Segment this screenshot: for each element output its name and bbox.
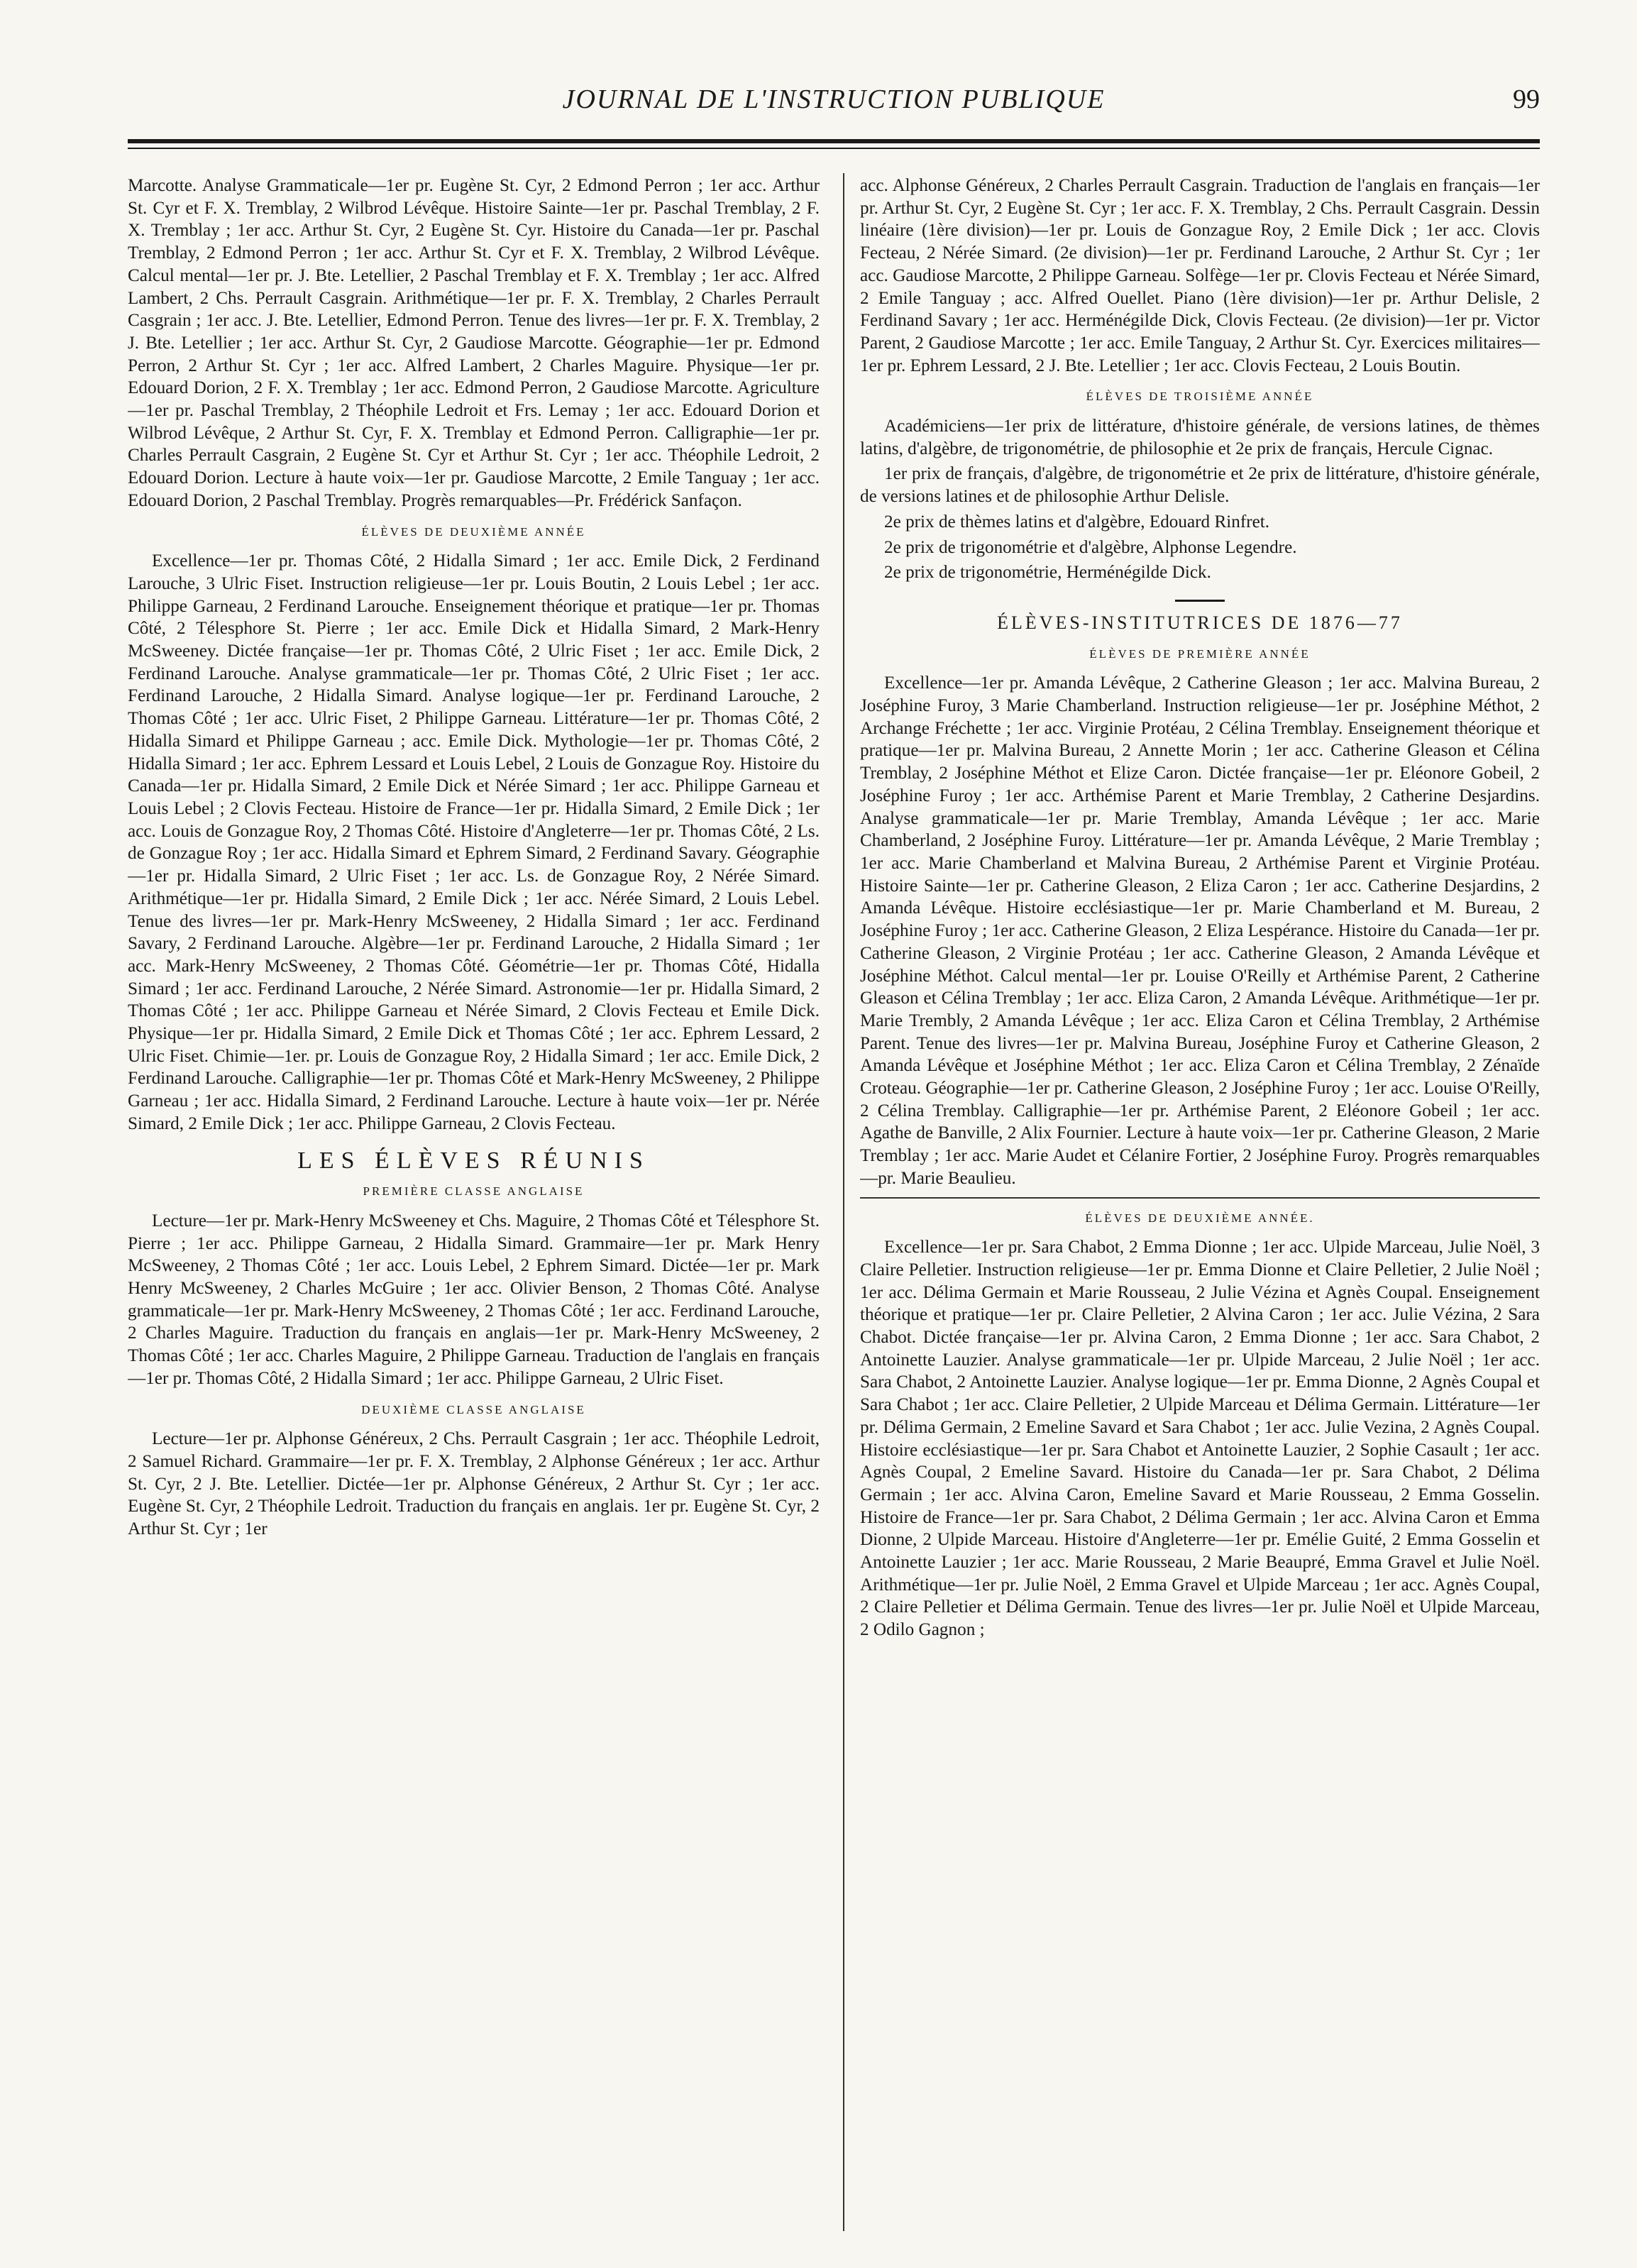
- paragraph: Lecture—1er pr. Mark-Henry McSweeney et Chs. Maguire, 2 Thomas Côté et Télesphore St. Pierre ; 1er acc. Philippe Garneau, 2 Hidalla Simard. Grammaire—1er pr. Mark Henry McSweeney, 2 Thomas Côté ; 1er acc. Louis Lebel, 2 Ephrem Simard. Dictée—1er pr. Mark Henry McSweeney, 2 Charles McGuire ; 1er acc. Olivier Benson, 2 Thomas Côté. Analyse grammaticale—1er pr. Mark-Henry McSweeney, 2 Thomas Côté ; 1er acc. Ferdinand Larouche, 2 Charles Maguire. Traduction du français en anglais—1er pr. Mark-Henry McSweeney, 2 Thomas Côté ; 1er acc. Charles Maguire, 2 Philippe Garneau. Traduction de l'anglais en français—1er pr. Thomas Côté, 2 Hidalla Simard ; 1er acc. Philippe Garneau, 2 Ulric Fiset.: [128, 1211, 820, 1388]
- section-divider: [860, 1197, 1540, 1199]
- paragraph: acc. Alphonse Généreux, 2 Charles Perrault Casgrain. Traduction de l'anglais en français—1er pr. Arthur St. Cyr, 2 Eugène St. Cyr ; 1er acc. F. X. Tremblay, 2 Chs. Perrault Casgrain. Dessin linéaire (1ère division)—1er pr. Louis de Gonzague Roy, 2 Emile Dick ; 1er acc. Clovis Fecteau, 2 Nérée Simard. (2e division)—1er pr. Ferdinand Larouche, 2 Arthur St. Cyr ; 1er acc. Gaudiose Marcotte, 2 Philippe Garneau. Solfège—1er pr. Clovis Fecteau et Nérée Simard, 2 Emile Tanguay ; acc. Alfred Ouellet. Piano (1ère division)—1er pr. Arthur Delisle, 2 Ferdinand Savary ; 1er acc. Herménégilde Dick, Clovis Fecteau. (2e division)—1er pr. Victor Parent, 2 Gaudiose Marcotte ; 1er acc. Emile Tanguay, 2 Arthur St. Cyr. Exercices militaires—1er pr. Ephrem Lessard, 2 J. Bte. Letellier ; 1er acc. Clovis Fecteau, 2 Louis Boutin.: [860, 176, 1540, 375]
- paragraph: Marcotte. Analyse Grammaticale—1er pr. Eugène St. Cyr, 2 Edmond Perron ; 1er acc. Arthur St. Cyr et F. X. Tremblay, 2 Wilbrod Lévêque. Histoire Sainte—1er pr. Paschal Tremblay, 2 F. X. Tremblay ; 1er acc. Arthur St. Cyr, 2 Eugène St. Cyr. Histoire du Canada—1er pr. Paschal Tremblay, 2 Edmond Perron ; 1er acc. Arthur St. Cyr et F. X. Tremblay, 2 Wilbrod Lévêque. Calcul mental—1er pr. J. Bte. Letellier, 2 Paschal Tremblay et F. X. Tremblay ; 1er acc. Alfred Lambert, 2 Chs. Perrault Casgrain. Arithmétique—1er pr. F. X. Tremblay, 2 Charles Perrault Casgrain ; 1er acc. J. Bte. Letellier, Edmond Perron. Tenue des livres—1er pr. F. X. Tremblay, 2 J. Bte. Letellier ; 1er acc. Arthur St. Cyr, 2 Gaudiose Marcotte. Géographie—1er pr. Edmond Perron, 2 Arthur St. Cyr ; 1er acc. Alfred Lambert, 2 Charles Maguire. Physique—1er pr. Edouard Dorion, 2 F. X. Tremblay ; 1er acc. Edmond Perron, 2 Gaudiose Marcotte. Agriculture—1er pr. Paschal Tremblay, 2 Théophile Ledroit et Frs. Lemay ; 1er acc. Edouard Dorion et Wilbrod Lévêque, 2 Arthur St. Cyr, F. X. Tremblay et Edmond Perron. Calligraphie—1er pr. Charles Perrault Casgrain, 2 Eugène St. Cyr et Arthur St. Cyr ; 1er acc. Théophile Ledroit, 2 Edouard Dorion. Lecture à haute voix—1er pr. Gaudiose Marcotte, 2 Emile Tanguay ; 1er acc. Edouard Dorion, 2 Paschal Tremblay. Progrès remarquables—Pr. Frédérick Sanfaçon.: [128, 176, 820, 510]
- page-header: [128, 84, 1540, 126]
- section-heading: ÉLÈVES DE DEUXIÈME ANNÉE.: [1085, 1211, 1315, 1225]
- left-column: [128, 175, 820, 2247]
- paragraph: 2e prix de thèmes latins et d'algèbre, Edouard Rinfret.: [884, 512, 1270, 532]
- paragraph: Excellence—1er pr. Sara Chabot, 2 Emma Dionne ; 1er acc. Ulpide Marceau, Julie Noël, 3 Claire Pelletier. Instruction religieuse—1er pr. Emma Dionne et Claire Pelletier, 2 Julie Noël ; 1er acc. Délima Germain et Marie Rousseau, 2 Julie Vézina et Agnès Coupal. Enseignement théorique et pratique—1er pr. Claire Pelletier, 2 Alvina Caron ; 1er acc. Julie Vézina, 2 Sara Chabot. Dictée française—1er pr. Alvina Caron, 2 Emma Dionne ; 1er acc. Sara Chabot, 2 Antoinette Lauzier. Analyse grammaticale—1er pr. Ulpide Marceau, 2 Julie Noël ; 1er acc. Sara Chabot, 2 Antoinette Lauzier. Analyse logique—1er pr. Emma Dionne, 2 Agnès Coupal et Sara Chabot ; 1er acc. Claire Pelletier, 2 Ulpide Marceau et Délima Germain. Littérature—1er pr. Délima Germain, 2 Emeline Savard et Sara Chabot ; 1er acc. Julie Vezina, 2 Agnès Coupal. Histoire ecclésiastique—1er pr. Sara Chabot et Antoinette Lauzier, 2 Sophie Casault ; 1er acc. Agnès Coupal, 2 Emeline Savard. Histoire du Canada—1er pr. Sara Chabot, 2 Délima Germain ; 1er acc. Alvina Caron, Emeline Savard et Marie Rousseau, 2 Emma Gosselin. Histoire de France—1er pr. Sara Chabot, 2 Délima Germain ; 1er acc. Alvina Caron et Emma Dionne, 2 Ulpide Marceau. Histoire d'Angleterre—1er pr. Emélie Guité, 2 Emma Gosselin et Antoinette Lauzier ; 1er acc. Marie Rousseau, 2 Marie Beaupré, Emma Gravel et Julie Noël. Arithmétique—1er pr. Julie Noël, 2 Emma Gravel et Ulpide Marceau ; 1er acc. Agnès Coupal, 2 Claire Pelletier et Délima Germain. Tenue des livres—1er pr. Julie Noël et Ulpide Marceau, 2 Odilo Gagnon ;: [860, 1238, 1540, 1640]
- paragraph: Académiciens—1er prix de littérature, d'histoire générale, de versions latines, de thèmes latins, d'algèbre, de trigonométrie, de philosophie et 2e prix de français, Hercule Cignac.: [860, 417, 1540, 458]
- right-column: [860, 175, 1540, 2247]
- header-rule-thick: [128, 139, 1540, 143]
- section-divider: [1175, 600, 1225, 602]
- header-rule-thin: [128, 148, 1540, 149]
- major-section-heading: LES ÉLÈVES RÉUNIS: [297, 1147, 650, 1174]
- paragraph: 2e prix de trigonométrie et d'algèbre, Alphonse Legendre.: [884, 537, 1297, 557]
- column-divider: [843, 173, 844, 2231]
- section-heading: ÉLÈVES DE TROISIÈME ANNÉE: [1086, 390, 1314, 404]
- paragraph: Lecture—1er pr. Alphonse Généreux, 2 Chs. Perrault Casgrain ; 1er acc. Théophile Ledroit, 2 Samuel Richard. Grammaire—1er pr. F. X. Tremblay, 2 Alphonse Généreux ; 1er acc. Arthur St. Cyr, 2 J. Bte. Letellier. Dictée—1er pr. Alphonse Généreux, 2 Arthur St. Cyr ; 1er acc. Eugène St. Cyr, 2 Théophile Ledroit. Traduction du français en anglais. 1er pr. Eugène St. Cyr, 2 Arthur St. Cyr ; 1er: [128, 1429, 820, 1539]
- paragraph: Excellence—1er pr. Thomas Côté, 2 Hidalla Simard ; 1er acc. Emile Dick, 2 Ferdinand Larouche, 3 Ulric Fiset. Instruction religieuse—1er pr. Louis Boutin, 2 Louis Lebel ; 1er acc. Philippe Garneau, 2 Ferdinand Larouche. Enseignement théorique et pratique—1er pr. Thomas Côté, 2 Télesphore St. Pierre ; 1er acc. Emile Dick et Hidalla Simard, 2 Mark-Henry McSweeney. Dictée française—1er pr. Thomas Côté, 2 Ulric Fiset ; 1er acc. Emile Dick, 2 Ferdinand Larouche. Analyse grammaticale—1er pr. Thomas Côté, 2 Ulric Fiset ; 1er acc. Ferdinand Larouche, 2 Hidalla Simard. Analyse logique—1er pr. Ferdinand Larouche, 2 Thomas Côté ; 1er acc. Ulric Fiset, 2 Philippe Garneau. Littérature—1er pr. Thomas Côté, 2 Hidalla Simard et Philippe Garneau ; acc. Emile Dick. Mythologie—1er pr. Thomas Côté, 2 Hidalla Simard ; 1er acc. Ephrem Lessard et Louis Lebel, 2 Louis de Gonzague Roy. Histoire du Canada—1er pr. Hidalla Simard, 2 Emile Dick et Nérée Simard ; 1er acc. Philippe Garneau et Louis Lebel ; 2 Clovis Fecteau. Histoire de France—1er pr. Hidalla Simard, 2 Emile Dick ; 1er acc. Louis de Gonzague Roy, 2 Thomas Côté. Histoire d'Angleterre—1er pr. Thomas Côté, 2 Ls. de Gonzague Roy ; 1er acc. Hidalla Simard et Ephrem Simard, 2 Ferdinand Savary. Géographie—1er pr. Hidalla Simard, 2 Ulric Fiset ; 1er acc. Ls. de Gonzague Roy, 2 Nérée Simard. Arithmétique—1er pr. Hidalla Simard, 2 Emile Dick ; 1er acc. Nérée Simard, 2 Louis Lebel. Tenue des livres—1er pr. Mark-Henry McSweeney, 2 Hidalla Simard ; 1er acc. Ferdinand Savary, 2 Ferdinand Larouche. Algèbre—1er pr. Ferdinand Larouche, 2 Hidalla Simard ; 1er acc. Mark-Henry McSweeney, 2 Thomas Côté. Géométrie—1er pr. Thomas Côté, Hidalla Simard ; 1er acc. Ferdinand Larouche, 2 Nérée Simard. Astronomie—1er pr. Hidalla Simard, 2 Thomas Côté ; 1er acc. Philippe Garneau et Nérée Simard, 2 Clovis Fecteau et Emile Dick. Physique—1er pr. Hidalla Simard, 2 Emile Dick et Thomas Côté ; 1er acc. Ephrem Lessard, 2 Ulric Fiset. Chimie—1er. pr. Louis de Gonzague Roy, 2 Hidalla Simard ; 1er acc. Emile Dick, 2 Ferdinand Larouche. Calligraphie—1er pr. Thomas Côté et Mark-Henry McSweeney, 2 Philippe Garneau ; 1er acc. Hidalla Simard, 2 Ferdinand Larouche. Lecture à haute voix—1er pr. Nérée Simard, 2 Emile Dick ; 1er acc. Philippe Garneau, 2 Clovis Fecteau.: [128, 551, 820, 1133]
- major-section-heading: ÉLÈVES-INSTITUTRICES DE 1876—77: [997, 612, 1403, 633]
- paragraph: 1er prix de français, d'algèbre, de trigonométrie et 2e prix de littérature, d'histoire générale, de versions latines et de philosophie Arthur Delisle.: [860, 464, 1540, 507]
- section-heading: ÉLÈVES DE DEUXIÈME ANNÉE: [361, 524, 586, 539]
- section-heading: ÉLÈVES DE PREMIÈRE ANNÉE: [1089, 646, 1311, 661]
- paragraph: 2e prix de trigonométrie, Herménégilde Dick.: [884, 563, 1211, 583]
- page-number: 99: [1513, 84, 1540, 114]
- section-heading: DEUXIÈME CLASSE ANGLAISE: [361, 1402, 586, 1416]
- paragraph: Excellence—1er pr. Amanda Lévêque, 2 Catherine Gleason ; 1er acc. Malvina Bureau, 2 Joséphine Furoy, 3 Marie Chamberland. Instruction religieuse—1er pr. Joséphine Méthot, 2 Archange Fréchette ; 1er acc. Virginie Protéau, 2 Célina Tremblay. Enseignement théorique et pratique—1er pr. Malvina Bureau, 2 Annette Morin ; 1er acc. Catherine Gleason et Célina Tremblay, 2 Joséphine Méthot et Elize Caron. Dictée française—1er pr. Eléonore Gobeil, 2 Joséphine Furoy ; 1er acc. Arthémise Parent et Marie Tremblay, 2 Catherine Desjardins. Analyse grammaticale—1er pr. Marie Tremblay, Amanda Lévêque ; 1er acc. Marie Chamberland, 2 Joséphine Furoy. Littérature—1er pr. Amanda Lévêque, 2 Marie Tremblay ; 1er acc. Marie Chamberland et Malvina Bureau, 2 Arthémise Parent et Virginie Protéau. Histoire Sainte—1er pr. Catherine Gleason, 2 Eliza Caron ; 1er acc. Catherine Desjardins, 2 Amanda Lévêque. Histoire ecclésiastique—1er pr. Marie Chamberland et M. Bureau, 2 Joséphine Furoy ; 1er acc. Catherine Gleason, 2 Eliza Lespérance. Histoire du Canada—1er pr. Catherine Gleason, 2 Virginie Protéau ; 1er acc. Catherine Gleason, 2 Amanda Lévêque et Joséphine Méthot. Calcul mental—1er pr. Louise O'Reilly et Arthémise Parent, 2 Catherine Gleason et Célina Tremblay ; 1er acc. Eliza Caron, 2 Amanda Lévêque. Arithmétique—1er pr. Marie Trembly, 2 Amanda Lévêque ; 1er acc. Eliza Caron et Célina Tremblay, 2 Arthémise Parent. Tenue des livres—1er pr. Malvina Bureau, Joséphine Furoy et Catherine Gleason, 2 Amanda Lévêque et Joséphine Méthot ; 1er acc. Eliza Caron et Célina Tremblay, 2 Zénaïde Croteau. Géographie—1er pr. Catherine Gleason, 2 Joséphine Furoy ; 1er acc. Louise O'Reilly, 2 Célina Tremblay. Calligraphie—1er pr. Arthémise Parent, 2 Eléonore Gobeil ; 1er acc. Agathe de Banville, 2 Alix Fournier. Lecture à haute voix—1er pr. Catherine Gleason, 2 Marie Tremblay ; 1er acc. Marie Audet et Célanire Fortier, 2 Joséphine Furoy. Progrès remarquables—pr. Marie Beaulieu.: [860, 673, 1540, 1188]
- journal-title: JOURNAL DE L'INSTRUCTION PUBLIQUE: [562, 84, 1106, 114]
- section-heading: PREMIÈRE CLASSE ANGLAISE: [363, 1184, 585, 1199]
